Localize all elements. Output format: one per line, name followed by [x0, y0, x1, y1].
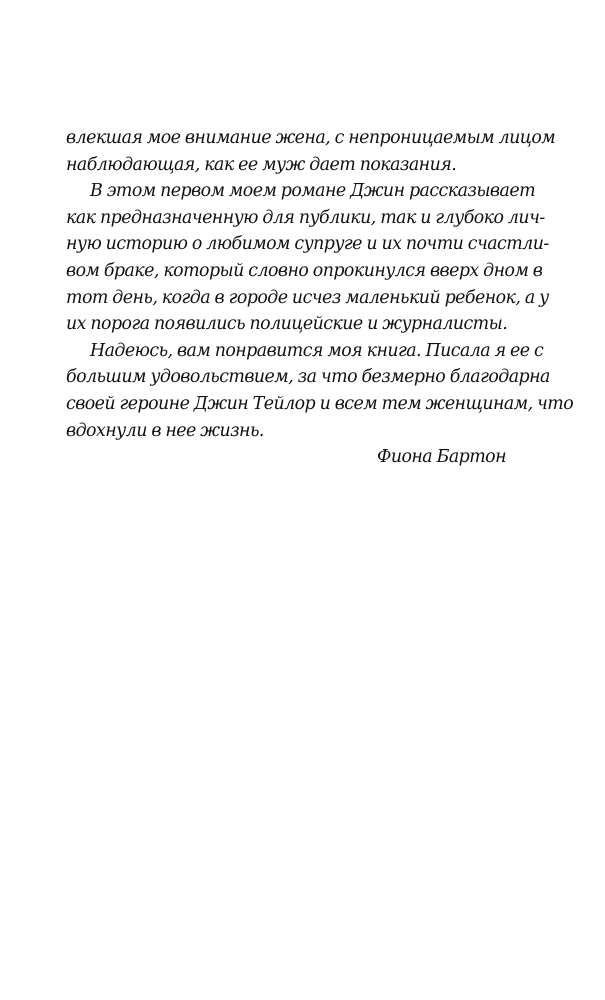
text-line: ную историю о любимом супруге и их почти счастли-: [66, 234, 549, 255]
body-text: [66, 125, 574, 471]
text-line: большим удовольствием, за что безмерно благодарна: [66, 367, 550, 388]
text-line: тот день, когда в городе исчез маленький ребенок, а у: [66, 287, 549, 308]
text-line: Надеюсь, вам понравится моя книга. Писала я ее с: [90, 340, 544, 361]
text-line: В этом первом моем романе Джин рассказывает: [90, 181, 536, 202]
text-line: как предназначенную для публики, так и глубоко лич-: [66, 207, 545, 228]
text-line: своей героине Джин Тейлор и всем тем женщинам, что: [66, 393, 574, 414]
text-line: вом браке, который словно опрокинулся вверх дном в: [66, 260, 543, 281]
author-signature: Фиона Бартон: [376, 447, 506, 468]
text-line: их порога появились полицейские и журналисты.: [66, 314, 508, 335]
text-line: вдохнули в нее жизнь.: [66, 420, 264, 441]
text-line: наблюдающая, как ее муж дает показания.: [66, 154, 457, 175]
text-line: влекшая мое внимание жена, с непроницаемым лицом: [66, 128, 556, 148]
